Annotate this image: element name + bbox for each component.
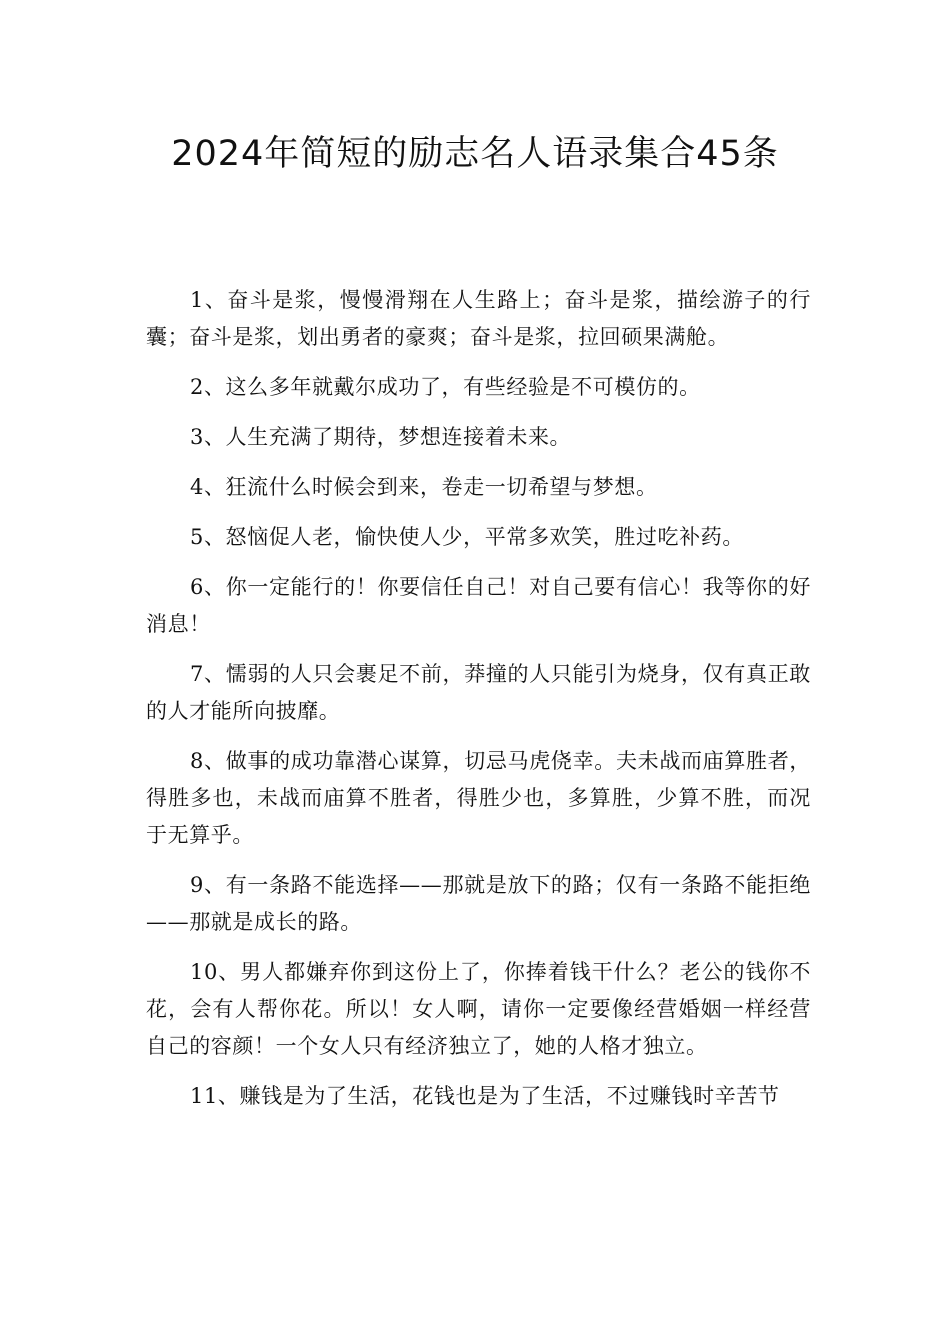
- quote-paragraph-4: 4、狂流什么时候会到来，卷走一切希望与梦想。: [190, 475, 658, 499]
- document-title: 2024年简短的励志名人语录集合45条: [171, 134, 779, 174]
- quote-paragraph-9: 9、有一条路不能选择——那就是放下的路；仅有一条路不能拒绝——那就是成长的路。: [146, 873, 811, 934]
- quote-paragraph-1: 1、奋斗是浆，慢慢滑翔在人生路上；奋斗是浆，描绘游子的行囊；奋斗是浆，划出勇者的豪爽；奋斗是浆，拉回硕果满舱。: [146, 288, 811, 349]
- quote-paragraph-6: 6、你一定能行的！你要信任自己！对自己要有信心！我等你的好消息！: [146, 575, 811, 636]
- document-body: [146, 282, 811, 1128]
- quote-paragraph-7: 7、懦弱的人只会裹足不前，莽撞的人只能引为烧身，仅有真正敢的人才能所向披靡。: [146, 662, 811, 723]
- quote-paragraph-2: 2、这么多年就戴尔成功了，有些经验是不可模仿的。: [190, 375, 701, 399]
- quote-paragraph-10: 10、男人都嫌弃你到这份上了，你捧着钱干什么？老公的钱你不花，会有人帮你花。所以！女人啊，请你一定要像经营婚姻一样经营自己的容颜！一个女人只有经济独立了，她的人格才独立。: [146, 960, 811, 1058]
- quote-paragraph-8: 8、做事的成功靠潜心谋算，切忌马虎侥幸。夫未战而庙算胜者，得胜多也，未战而庙算不胜者，得胜少也，多算胜，少算不胜，而况于无算乎。: [146, 749, 811, 847]
- quote-paragraph-5: 5、怒恼促人老，愉快使人少，平常多欢笑，胜过吃补药。: [190, 525, 744, 549]
- quote-paragraph-3: 3、人生充满了期待，梦想连接着未来。: [190, 425, 572, 449]
- quote-paragraph-11: 11、赚钱是为了生活，花钱也是为了生活，不过赚钱时辛苦节: [190, 1084, 780, 1108]
